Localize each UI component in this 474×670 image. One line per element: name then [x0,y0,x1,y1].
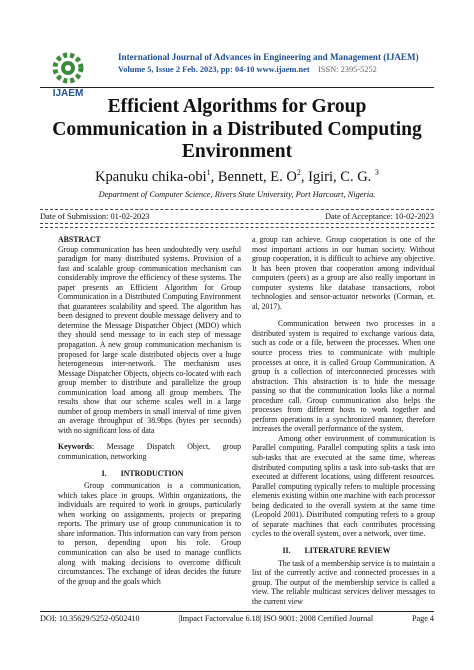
body-paragraph: Among other environment of communication is Parallel computing. Parallel computing splits a task into sub-tasks that are executed at the same time, whereas distributed computing splits a task into sub-tasks that are executed at different locations, using different resources. Parallel computing typically refers to multiple processing elements existing within one machine with each processor being dedicated to the overall system at the same time (Leopold 2001). Distributed computing refers to a group of separate machines that each contributes processing cycles to the overall system, over a network, over time. [252,433,435,539]
section-number: I. [101,468,107,478]
intro-paragraph: Group communication is a communication, which takes place in groups. Within organizations, the individuals are required to work in groups, particularly when working on assignments, projects or preparing reports. The primary use of group communication is to share information. This information can vary from person to person, depending upon his role. Group communication can also be used to manage conflicts along with making decisions to overcome difficult circumstances. The exchange of ideas decides the future of the group and the goals which [58,481,241,586]
journal-volume-line [118,65,458,74]
section-title: LITERATURE REVIEW [304,545,391,555]
journal-title: International Journal of Advances in Engineering and Management (IJAEM) [118,52,419,62]
dates-row [40,212,434,221]
section-heading-introduction [58,469,241,479]
paper-authors: Kpanuku chika-obi$^1$, Bennett, E. $O^2$, Igiri, C. G. $^3$ [95,168,379,185]
body-paragraph: Communication between two processes in a distributed system is required to exchange various data, such as code or a file, between the processes. When one source process tries to communicate with multiple processes at once, it is called Group Communication. A group is a collection of interconnected processes with abstraction. This abstraction is to hide the message passing so that the communication looks like a normal procedure call. Group communication also helps the processes from different hosts to work together and perform operations in a synchronized manner, therefore increases the overall performance of the system. [252,319,435,434]
section-heading-literature-review [252,546,435,556]
keywords-label: Keywords [58,442,92,452]
section-number: II. [282,545,291,555]
body-paragraph: a group can achieve. Group cooperation is one of the most important actions in our human society. Without group cooperation, it is difficult to achieve any objective. It has been proven that cooperation among individual computers (peers) as a group are also really important in computer systems like database transactions, robot technologies and sensor-actuator networks (Corman, et. al, 2017). [252,235,435,311]
right-column [252,235,435,606]
page-footer [40,614,434,623]
dashed-divider [40,223,434,224]
section-title: INTRODUCTION [120,468,184,478]
body-paragraph: The task of a membership service is to maintain a list of the currently active and connected processes in a group. The output of the membership service is called a view. The reliable multicast services deliver messages to the current view [252,558,435,606]
keywords-text: : Message Dispatch Object, group communication, networking [58,442,241,462]
dashed-divider [40,209,434,210]
affiliation: Department of Computer Science, Rivers State University, Port Harcourt, Nigeria. [98,190,376,199]
page-number: Page 4 [411,614,434,623]
left-column [58,235,241,586]
abstract-heading: ABSTRACT [58,235,101,244]
doi: DOI: 10.35629/5252-0502410 [40,614,140,623]
journal-logo [40,46,96,102]
footer-rule [40,611,434,612]
svg-text:IJAEM: IJAEM [52,88,84,99]
impact-factor: |Impact Factorvalue 6.18| ISO 9001: 2008 Certified Journal [178,614,374,623]
submission-date: Date of Submission: 01-02-2023 [40,212,150,221]
issn: ISSN: 2395-5252 [318,65,377,74]
volume-issue: Volume 5, Issue 2 Feb. 2023, pp: 04-10 www.ijaem.net [118,65,310,74]
paper-title: Efficient Algorithms for Group Communication in a Distributed Computing Environment [52,96,422,163]
dashed-divider [40,227,434,228]
abstract-body: Group communication has been undoubtedly very useful paradigm for many distributed systems. Provision of a fast and scalable group communication mechanism can considerably improve the efficiency of these systems. The paper presents an Efficient Algorithm for Group Communication in a Distributed Computing Environment that guarantees scalability and speed. The algorithm has been designed to prevent double message delivery and to determine the Message Dispatcher Object (MDO) which they should send message to in each step of message propagation. A new group communication mechanism is proposed for large scale distributed objects over a huge heterogeneous inter-network. The mechanism uses Message Dispatcher Objects, objects co-located with each group member to distribute and parallelize the group communication load among all group members. The results show that our scheme scales well in a large number of group members in small interval of time given an average throughput of 38.9bps (bytes per seconds) with no significant loss of data [58,244,241,435]
header-rule [40,87,434,88]
keywords [58,442,241,461]
acceptance-date: Date of Acceptance: 10-02-2023 [324,212,434,221]
